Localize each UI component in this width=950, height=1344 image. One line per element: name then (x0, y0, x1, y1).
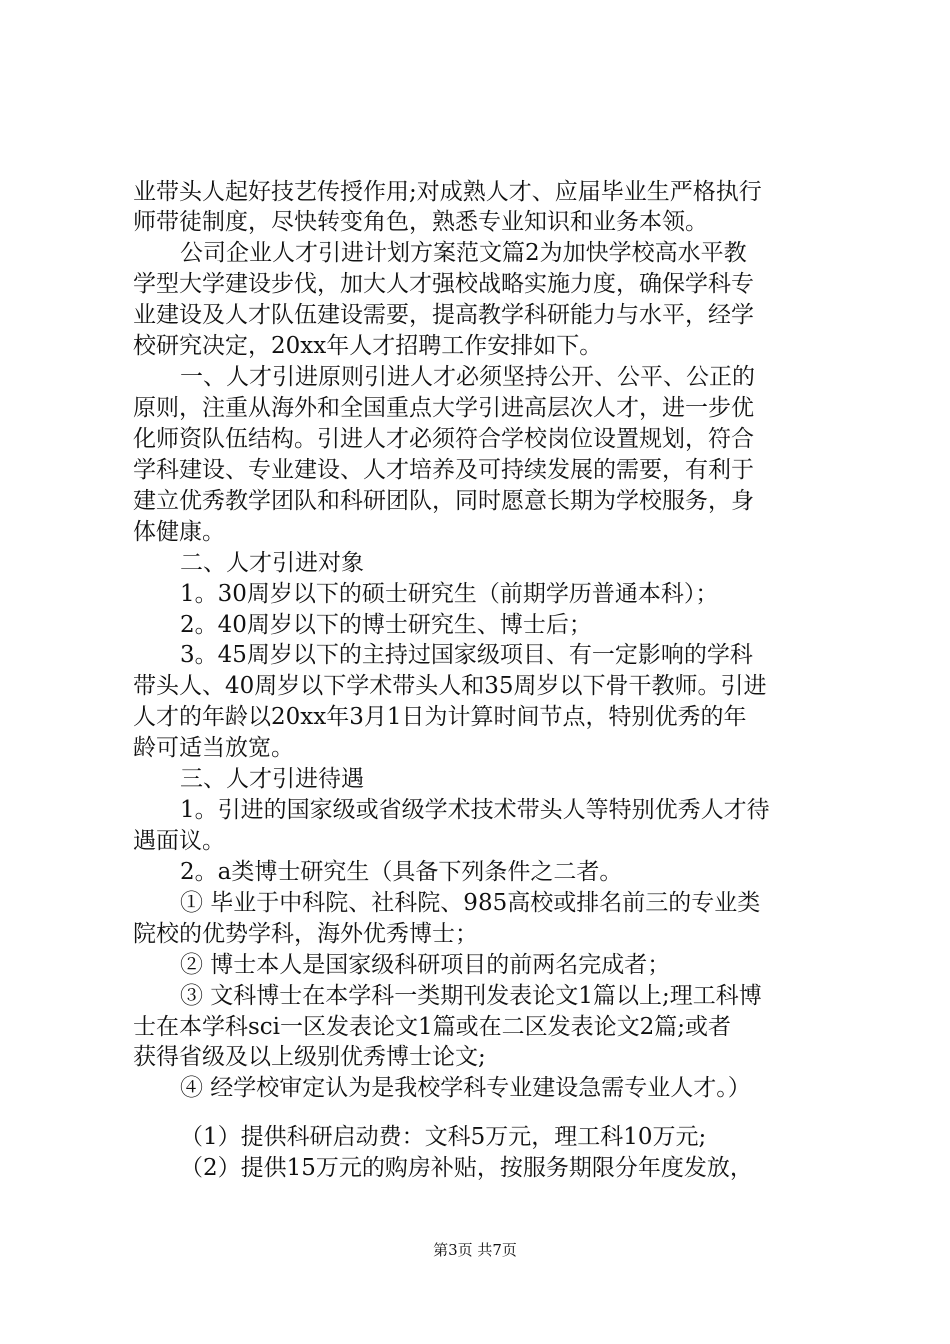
text-line: 师带徒制度，尽快转变角色，熟悉专业知识和业务本领。 (133, 209, 708, 235)
text-line: 学科建设、专业建设、人才培养及可持续发展的需要，有利于 (133, 457, 754, 483)
text-line: 体健康。 (133, 519, 225, 545)
text-line: 3。45周岁以下的主持过国家级项目、有一定影响的学科 (180, 642, 753, 668)
text-line: 业建设及人才队伍建设需要，提高教学科研能力与水平，经学 (133, 302, 754, 328)
text-line: 获得省级及以上级别优秀博士论文; (133, 1044, 486, 1070)
text-line: 业带头人起好技艺传授作用;对成熟人才、应届毕业生严格执行 (133, 179, 762, 205)
text-line: 士在本学科sci一区发表论文1篇或在二区发表论文2篇;或者 (133, 1014, 732, 1040)
text-line: 三、人才引进待遇 (180, 766, 364, 792)
text-line: ④ 经学校审定认为是我校学科专业建设急需专业人才。） (180, 1075, 751, 1101)
text-line: 1。30周岁以下的硕士研究生（前期学历普通本科）； (180, 581, 719, 607)
text-line: ② 博士本人是国家级科研项目的前两名完成者； (180, 952, 671, 978)
text-line: 龄可适当放宽。 (133, 735, 294, 761)
text-line: 1。引进的国家级或省级学术技术带头人等特别优秀人才待 (180, 797, 770, 823)
text-line: 建立优秀教学团队和科研团队，同时愿意长期为学校服务，身 (133, 488, 754, 514)
text-line: 遇面议。 (133, 828, 225, 854)
text-line: 带头人、40周岁以下学术带头人和35周岁以下骨干教师。引进 (133, 673, 767, 699)
text-line: （2）提供15万元的购房补贴，按服务期限分年度发放， (180, 1155, 753, 1181)
text-line: ③ 文科博士在本学科一类期刊发表论文1篇以上;理工科博 (180, 983, 762, 1009)
text-line: 2。a类博士研究生（具备下列条件之二者。 (180, 859, 623, 885)
text-line: 校研究决定，20xx年人才招聘工作安排如下。 (133, 333, 603, 359)
text-line: 化师资队伍结构。引进人才必须符合学校岗位设置规划，符合 (133, 426, 754, 452)
text-line: 二、人才引进对象 (180, 550, 364, 576)
text-line: 院校的优势学科，海外优秀博士； (133, 921, 478, 947)
text-line: 人才的年龄以20xx年3月1日为计算时间节点，特别优秀的年 (133, 704, 747, 730)
text-line: 原则，注重从海外和全国重点大学引进高层次人才，进一步优 (133, 395, 754, 421)
page-number: 第3页 共7页 (433, 1241, 517, 1259)
text-line: 一、人才引进原则引进人才必须坚持公开、公平、公正的 (180, 364, 755, 390)
text-line: 学型大学建设步伐，加大人才强校战略实施力度，确保学科专 (133, 271, 754, 297)
text-line: ① 毕业于中科院、社科院、985高校或排名前三的专业类 (180, 890, 761, 916)
text-line: 2。40周岁以下的博士研究生、博士后； (180, 612, 592, 638)
text-line: 公司企业人才引进计划方案范文篇2为加快学校高水平教 (180, 240, 747, 266)
text-line: （1）提供科研启动费：文科5万元，理工科10万元; (180, 1124, 707, 1150)
